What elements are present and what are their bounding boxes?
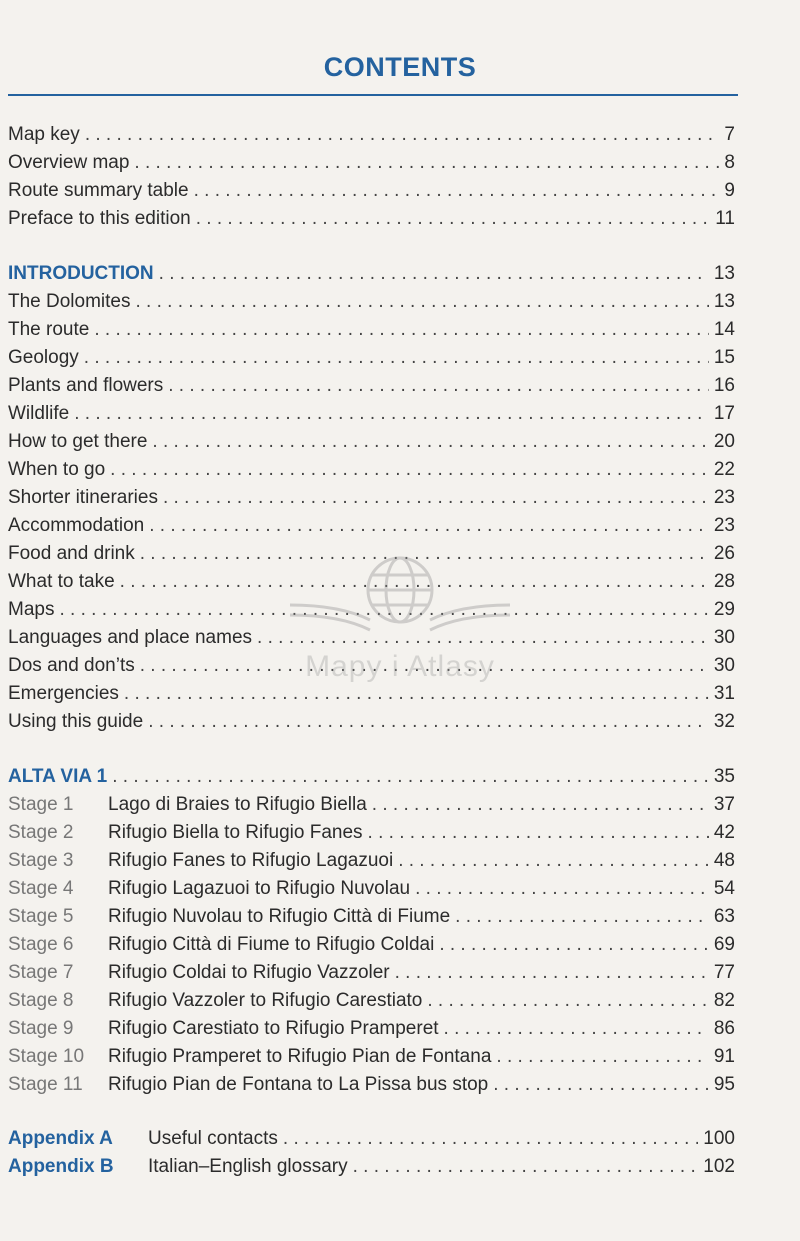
toc-page: 11 bbox=[715, 208, 735, 229]
toc-row[interactable] bbox=[8, 344, 735, 372]
toc-page: 35 bbox=[713, 766, 735, 787]
toc-row[interactable] bbox=[8, 177, 735, 205]
toc-page: 86 bbox=[713, 1018, 735, 1039]
toc-page: 22 bbox=[713, 459, 735, 480]
stage-number: Stage 8 bbox=[8, 990, 74, 1011]
toc-row[interactable] bbox=[8, 484, 735, 512]
toc-row[interactable] bbox=[8, 708, 735, 736]
toc-page: 91 bbox=[713, 1046, 735, 1067]
toc-page: 30 bbox=[713, 627, 735, 648]
toc-page: 23 bbox=[713, 515, 735, 536]
stage-label: Rifugio Nuvolau to Rifugio Città di Fiume bbox=[108, 906, 451, 927]
toc-page: 54 bbox=[713, 878, 735, 899]
page-title: CONTENTS bbox=[323, 52, 477, 82]
toc-page: 16 bbox=[713, 375, 735, 396]
toc-page: 17 bbox=[713, 403, 735, 424]
toc-page: 42 bbox=[713, 822, 735, 843]
stage-row[interactable] bbox=[8, 875, 735, 903]
toc-row[interactable] bbox=[8, 121, 735, 149]
appendix-row[interactable] bbox=[8, 1153, 735, 1181]
stage-row[interactable] bbox=[8, 1043, 735, 1071]
stage-row[interactable] bbox=[8, 819, 735, 847]
toc-page: 15 bbox=[713, 347, 735, 368]
toc-label: Languages and place names bbox=[8, 627, 253, 648]
toc-label: Dos and don’ts bbox=[8, 655, 135, 676]
stage-row[interactable] bbox=[8, 903, 735, 931]
appendix-label: Useful contacts bbox=[148, 1128, 278, 1149]
stage-label: Rifugio Lagazuoi to Rifugio Nuvolau bbox=[108, 878, 411, 899]
toc-label: When to go bbox=[8, 459, 106, 480]
toc-page: 29 bbox=[713, 599, 735, 620]
toc-row[interactable] bbox=[8, 205, 735, 233]
title-rule bbox=[8, 94, 738, 96]
toc-page: 14 bbox=[713, 319, 735, 340]
toc-page: 82 bbox=[713, 990, 735, 1011]
toc-row[interactable] bbox=[8, 400, 735, 428]
stage-row[interactable] bbox=[8, 1015, 735, 1043]
toc-page: 26 bbox=[713, 543, 735, 564]
stage-number: Stage 1 bbox=[8, 794, 74, 815]
toc-label: Wildlife bbox=[8, 403, 70, 424]
introduction-heading-row[interactable] bbox=[8, 260, 735, 288]
stage-number: Stage 3 bbox=[8, 850, 74, 871]
toc-label: Route summary table bbox=[8, 180, 189, 201]
stage-row[interactable] bbox=[8, 987, 735, 1015]
stage-number: Stage 2 bbox=[8, 822, 74, 843]
stage-label: Rifugio Coldai to Rifugio Vazzoler bbox=[108, 962, 390, 983]
stage-row[interactable] bbox=[8, 959, 735, 987]
stage-label: Lago di Braies to Rifugio Biella bbox=[108, 794, 367, 815]
toc-page: 102 bbox=[703, 1156, 735, 1177]
stage-row[interactable] bbox=[8, 847, 735, 875]
toc-page: 37 bbox=[713, 794, 735, 815]
introduction-heading: INTRODUCTION bbox=[8, 263, 154, 284]
alta-via-section bbox=[8, 763, 735, 1099]
toc-page: 28 bbox=[713, 571, 735, 592]
toc-page: 69 bbox=[713, 934, 735, 955]
toc-label: How to get there bbox=[8, 431, 148, 452]
toc-page: 95 bbox=[713, 1074, 735, 1095]
toc-label: Accommodation bbox=[8, 515, 145, 536]
stage-row[interactable] bbox=[8, 931, 735, 959]
toc-page: 23 bbox=[713, 487, 735, 508]
toc-label: Shorter itineraries bbox=[8, 487, 158, 508]
toc-label: Geology bbox=[8, 347, 79, 368]
alta-via-heading: ALTA VIA 1 bbox=[8, 766, 108, 787]
toc-label: Plants and flowers bbox=[8, 375, 164, 396]
stage-number: Stage 11 bbox=[8, 1074, 83, 1095]
stage-number: Stage 5 bbox=[8, 906, 74, 927]
appendix-label: Italian–English glossary bbox=[148, 1156, 348, 1177]
toc-label: Map key bbox=[8, 124, 80, 145]
stage-label: Rifugio Città di Fiume to Rifugio Coldai bbox=[108, 934, 435, 955]
toc-page: 48 bbox=[713, 850, 735, 871]
toc-row[interactable] bbox=[8, 512, 735, 540]
alta-via-heading-row[interactable] bbox=[8, 763, 735, 791]
stage-label: Rifugio Vazzoler to Rifugio Carestiato bbox=[108, 990, 423, 1011]
watermark-text: Mapy i Atlasy bbox=[305, 650, 495, 683]
toc-page: 8 bbox=[724, 152, 735, 173]
toc-page: 63 bbox=[713, 906, 735, 927]
stage-number: Stage 6 bbox=[8, 934, 74, 955]
stage-label: Rifugio Carestiato to Rifugio Pramperet bbox=[108, 1018, 439, 1039]
appendix-code: Appendix B bbox=[8, 1156, 114, 1177]
toc-label: Emergencies bbox=[8, 683, 119, 704]
toc-label: Using this guide bbox=[8, 711, 144, 732]
stage-row[interactable] bbox=[8, 1071, 735, 1099]
toc-row[interactable] bbox=[8, 428, 735, 456]
toc-page: 30 bbox=[713, 655, 735, 676]
stage-label: Rifugio Pian de Fontana to La Pissa bus stop bbox=[108, 1074, 489, 1095]
toc-page: 9 bbox=[724, 180, 735, 201]
toc-page: 13 bbox=[713, 263, 735, 284]
toc-page: 31 bbox=[713, 683, 735, 704]
toc-label: Overview map bbox=[8, 152, 130, 173]
toc-row[interactable] bbox=[8, 149, 735, 177]
stage-row[interactable] bbox=[8, 791, 735, 819]
stage-label: Rifugio Pramperet to Rifugio Pian de Fontana bbox=[108, 1046, 492, 1067]
toc-label: Maps bbox=[8, 599, 55, 620]
stage-number: Stage 7 bbox=[8, 962, 74, 983]
globe-logo-icon bbox=[270, 545, 530, 655]
stage-number: Stage 10 bbox=[8, 1046, 85, 1067]
toc-label: The Dolomites bbox=[8, 291, 131, 312]
toc-page: 7 bbox=[724, 124, 735, 145]
toc-label: Preface to this edition bbox=[8, 208, 191, 229]
toc-page: 20 bbox=[713, 431, 735, 452]
appendix-row[interactable] bbox=[8, 1125, 735, 1153]
toc-label: The route bbox=[8, 319, 90, 340]
stage-number: Stage 9 bbox=[8, 1018, 74, 1039]
stage-label: Rifugio Biella to Rifugio Fanes bbox=[108, 822, 363, 843]
toc-row[interactable] bbox=[8, 372, 735, 400]
toc-label: Food and drink bbox=[8, 543, 135, 564]
front-matter-list bbox=[8, 121, 735, 233]
toc-row[interactable] bbox=[8, 288, 735, 316]
toc-row[interactable] bbox=[8, 316, 735, 344]
toc-page: 32 bbox=[713, 711, 735, 732]
appendices-section bbox=[8, 1125, 735, 1181]
toc-label: What to take bbox=[8, 571, 115, 592]
toc-page: 100 bbox=[703, 1128, 735, 1149]
stage-label: Rifugio Fanes to Rifugio Lagazuoi bbox=[108, 850, 394, 871]
toc-row[interactable] bbox=[8, 456, 735, 484]
toc-page: 77 bbox=[713, 962, 735, 983]
watermark bbox=[270, 545, 530, 705]
toc-page: 13 bbox=[713, 291, 735, 312]
stage-number: Stage 4 bbox=[8, 878, 74, 899]
appendix-code: Appendix A bbox=[8, 1128, 113, 1149]
